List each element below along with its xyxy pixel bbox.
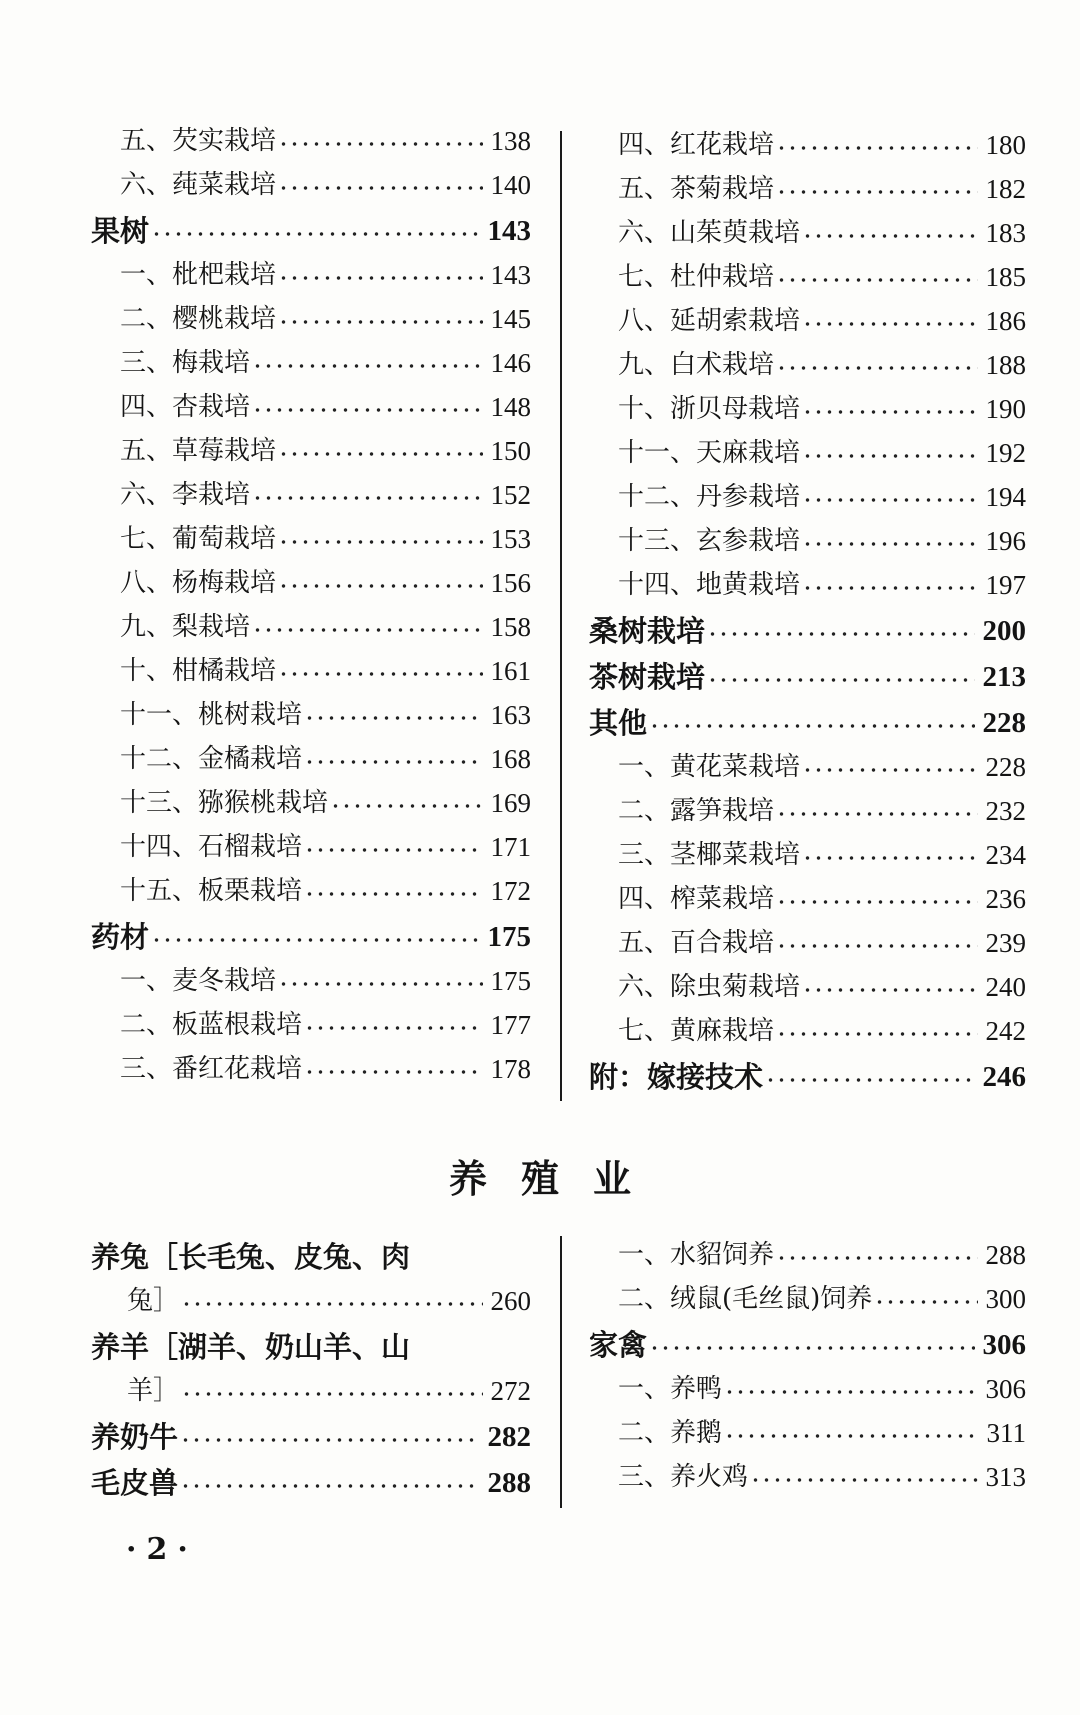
toc-entry <box>589 1226 1026 1270</box>
dot-leader <box>802 765 977 775</box>
dot-leader <box>304 1023 482 1033</box>
entry-page-number: 158 <box>490 612 531 642</box>
entry-page-number: 177 <box>490 1010 531 1040</box>
toc-entry <box>589 958 1026 1002</box>
dot-leader <box>802 583 977 593</box>
entry-page-number: 306 <box>985 1374 1026 1404</box>
toc-entry <box>91 466 531 510</box>
dot-leader <box>151 935 479 945</box>
entry-page-number: 196 <box>985 526 1026 556</box>
dot-leader <box>278 273 482 283</box>
toc-entry <box>589 782 1026 826</box>
column-divider-bottom <box>560 1236 562 1508</box>
entry-title: 五、芡实栽培 <box>120 126 277 156</box>
toc-entry <box>91 642 531 686</box>
entry-title: 药材 <box>91 920 150 954</box>
dot-leader <box>180 1435 479 1445</box>
toc-entry <box>91 156 531 200</box>
entry-title: 一、黄花菜栽培 <box>618 752 801 782</box>
dot-leader <box>776 897 977 907</box>
entry-title: 十四、石榴栽培 <box>120 832 303 862</box>
entry-title: 三、番红花栽培 <box>120 1054 303 1084</box>
entry-title: 附：嫁接技术 <box>589 1060 764 1094</box>
dot-leader <box>278 317 482 327</box>
dot-leader <box>776 941 977 951</box>
entry-page-number: 143 <box>487 215 531 247</box>
toc-heading-entry <box>91 1316 531 1362</box>
dot-leader <box>180 1481 479 1491</box>
dot-leader <box>802 231 977 241</box>
entry-page-number: 240 <box>985 972 1026 1002</box>
dot-leader <box>304 757 482 767</box>
entry-page-number: 311 <box>986 1418 1026 1448</box>
entry-title: 羊］ <box>127 1376 180 1406</box>
entry-title: 家禽 <box>589 1328 648 1362</box>
entry-title: 九、梨栽培 <box>120 612 251 642</box>
entry-page-number: 246 <box>982 1061 1026 1093</box>
entry-page-number: 288 <box>487 1467 531 1499</box>
dot-leader <box>776 187 977 197</box>
entry-page-number: 197 <box>985 570 1026 600</box>
entry-page-number: 272 <box>490 1376 531 1406</box>
entry-page-number: 156 <box>490 568 531 598</box>
entry-title: 果树 <box>91 214 150 248</box>
entry-page-number: 313 <box>985 1462 1026 1492</box>
entry-page-number: 161 <box>490 656 531 686</box>
toc-entry <box>589 738 1026 782</box>
toc-top-left-column <box>91 112 531 1084</box>
toc-entry <box>91 554 531 598</box>
entry-page-number: 180 <box>985 130 1026 160</box>
entry-title: 三、茎椰菜栽培 <box>618 840 801 870</box>
entry-page-number: 153 <box>490 524 531 554</box>
entry-title: 九、白术栽培 <box>618 350 775 380</box>
toc-entry <box>589 336 1026 380</box>
entry-page-number: 148 <box>490 392 531 422</box>
dot-leader <box>151 229 479 239</box>
toc-entry <box>91 334 531 378</box>
dot-leader <box>776 1253 977 1263</box>
toc-entry <box>91 1272 531 1316</box>
toc-bottom-left-column <box>91 1226 531 1498</box>
dot-leader <box>278 581 482 591</box>
toc-heading-entry <box>91 1226 531 1272</box>
entry-page-number: 163 <box>490 700 531 730</box>
entry-title: 十一、桃树栽培 <box>120 700 303 730</box>
entry-title: 七、葡萄栽培 <box>120 524 277 554</box>
toc-entry <box>589 870 1026 914</box>
toc-entry <box>91 774 531 818</box>
entry-title: 桑树栽培 <box>589 614 706 648</box>
dot-leader <box>181 1299 482 1309</box>
entry-title: 五、百合栽培 <box>618 928 775 958</box>
toc-entry <box>589 292 1026 336</box>
toc-entry <box>91 996 531 1040</box>
dot-leader <box>802 853 977 863</box>
entry-page-number: 306 <box>982 1329 1026 1361</box>
toc-entry <box>589 1270 1026 1314</box>
entry-page-number: 288 <box>985 1240 1026 1270</box>
toc-bottom-right-column <box>589 1226 1026 1492</box>
entry-title: 十二、金橘栽培 <box>120 744 303 774</box>
toc-entry <box>589 1360 1026 1404</box>
dot-leader <box>649 1343 974 1353</box>
toc-entry <box>91 422 531 466</box>
toc-entry <box>589 204 1026 248</box>
toc-entry <box>589 248 1026 292</box>
toc-entry <box>589 1404 1026 1448</box>
dot-leader <box>802 319 977 329</box>
entry-title: 四、榨菜栽培 <box>618 884 775 914</box>
entry-title: 十三、猕猴桃栽培 <box>120 788 329 818</box>
entry-page-number: 152 <box>490 480 531 510</box>
toc-entry <box>589 556 1026 600</box>
entry-page-number: 234 <box>985 840 1026 870</box>
entry-page-number: 175 <box>487 921 531 953</box>
entry-page-number: 186 <box>985 306 1026 336</box>
entry-page-number: 183 <box>985 218 1026 248</box>
entry-title: 四、杏栽培 <box>120 392 251 422</box>
dot-leader <box>252 625 482 635</box>
entry-title: 养奶牛 <box>91 1420 179 1454</box>
dot-leader <box>874 1297 977 1307</box>
toc-heading-entry <box>589 646 1026 692</box>
entry-title: 二、绒鼠(毛丝鼠)饲养 <box>618 1284 873 1314</box>
entry-page-number: 188 <box>985 350 1026 380</box>
dot-leader <box>724 1431 978 1441</box>
dot-leader <box>707 629 974 639</box>
entry-page-number: 172 <box>490 876 531 906</box>
entry-title: 毛皮兽 <box>91 1466 179 1500</box>
entry-page-number: 239 <box>985 928 1026 958</box>
entry-title: 养兔［长毛兔、皮兔、肉 <box>91 1240 411 1274</box>
toc-entry <box>589 160 1026 204</box>
dot-leader <box>304 845 482 855</box>
entry-page-number: 145 <box>490 304 531 334</box>
entry-page-number: 150 <box>490 436 531 466</box>
dot-leader <box>278 537 482 547</box>
entry-title: 十、柑橘栽培 <box>120 656 277 686</box>
entry-page-number: 182 <box>985 174 1026 204</box>
toc-entry <box>91 598 531 642</box>
entry-title: 一、枇杷栽培 <box>120 260 277 290</box>
entry-title: 十二、丹参栽培 <box>618 482 801 512</box>
entry-page-number: 143 <box>490 260 531 290</box>
toc-heading-entry <box>589 1046 1026 1092</box>
entry-page-number: 146 <box>490 348 531 378</box>
toc-entry <box>589 1002 1026 1046</box>
column-divider-top <box>560 131 562 1101</box>
entry-title: 八、杨梅栽培 <box>120 568 277 598</box>
toc-entry <box>589 512 1026 556</box>
entry-title: 七、杜仲栽培 <box>618 262 775 292</box>
entry-page-number: 236 <box>985 884 1026 914</box>
entry-title: 三、梅栽培 <box>120 348 251 378</box>
dot-leader <box>304 889 482 899</box>
entry-page-number: 171 <box>490 832 531 862</box>
dot-leader <box>776 1029 977 1039</box>
dot-leader <box>707 675 974 685</box>
dot-leader <box>278 669 482 679</box>
toc-entry <box>589 826 1026 870</box>
entry-title: 六、除虫菊栽培 <box>618 972 801 1002</box>
entry-title: 二、板蓝根栽培 <box>120 1010 303 1040</box>
toc-heading-entry <box>91 1406 531 1452</box>
dot-leader <box>412 1255 523 1265</box>
entry-title: 二、养鹅 <box>618 1418 723 1448</box>
entry-page-number: 192 <box>985 438 1026 468</box>
entry-title: 十三、玄参栽培 <box>618 526 801 556</box>
entry-page-number: 282 <box>487 1421 531 1453</box>
entry-page-number: 140 <box>490 170 531 200</box>
toc-entry <box>91 510 531 554</box>
toc-heading-entry <box>589 1314 1026 1360</box>
dot-leader <box>181 1389 482 1399</box>
entry-title: 二、露笋栽培 <box>618 796 775 826</box>
dot-leader <box>765 1075 974 1085</box>
entry-title: 十一、天麻栽培 <box>618 438 801 468</box>
entry-page-number: 242 <box>985 1016 1026 1046</box>
entry-title: 七、黄麻栽培 <box>618 1016 775 1046</box>
toc-entry <box>589 116 1026 160</box>
dot-leader <box>278 449 482 459</box>
toc-entry <box>91 112 531 156</box>
dot-leader <box>252 405 482 415</box>
entry-title: 五、茶菊栽培 <box>618 174 775 204</box>
dot-leader <box>252 493 482 503</box>
dot-leader <box>802 495 977 505</box>
entry-title: 养羊［湖羊、奶山羊、山 <box>91 1330 411 1364</box>
dot-leader <box>252 361 482 371</box>
dot-leader <box>776 275 977 285</box>
dot-leader <box>304 713 482 723</box>
toc-entry <box>91 818 531 862</box>
toc-entry <box>91 730 531 774</box>
dot-leader <box>649 721 974 731</box>
entry-title: 四、红花栽培 <box>618 130 775 160</box>
dot-leader <box>776 143 977 153</box>
entry-page-number: 169 <box>490 788 531 818</box>
dot-leader <box>412 1345 523 1355</box>
entry-page-number: 213 <box>982 661 1026 693</box>
entry-page-number: 300 <box>985 1284 1026 1314</box>
entry-page-number: 228 <box>982 707 1026 739</box>
dot-leader <box>776 363 977 373</box>
page-number: ·2· <box>126 1532 198 1567</box>
toc-heading-entry <box>589 692 1026 738</box>
dot-leader <box>330 801 482 811</box>
toc-entry <box>589 424 1026 468</box>
toc-entry <box>91 378 531 422</box>
entry-title: 一、水貂饲养 <box>618 1240 775 1270</box>
entry-title: 十五、板栗栽培 <box>120 876 303 906</box>
toc-entry <box>91 1040 531 1084</box>
entry-page-number: 200 <box>982 615 1026 647</box>
entry-title: 三、养火鸡 <box>618 1462 749 1492</box>
entry-page-number: 228 <box>985 752 1026 782</box>
entry-title: 一、麦冬栽培 <box>120 966 277 996</box>
toc-entry <box>91 290 531 334</box>
dot-leader <box>802 539 977 549</box>
entry-page-number: 260 <box>490 1286 531 1316</box>
section-title: 养殖业 <box>448 1156 665 1201</box>
dot-leader <box>304 1067 482 1077</box>
entry-title: 茶树栽培 <box>589 660 706 694</box>
entry-page-number: 194 <box>985 482 1026 512</box>
entry-title: 十、浙贝母栽培 <box>618 394 801 424</box>
toc-entry <box>91 686 531 730</box>
toc-entry <box>589 468 1026 512</box>
entry-title: 六、山茱萸栽培 <box>618 218 801 248</box>
entry-title: 六、李栽培 <box>120 480 251 510</box>
entry-title: 二、樱桃栽培 <box>120 304 277 334</box>
entry-title: 六、莼菜栽培 <box>120 170 277 200</box>
dot-leader <box>776 809 977 819</box>
dot-leader <box>750 1475 977 1485</box>
entry-page-number: 232 <box>985 796 1026 826</box>
toc-entry <box>91 1362 531 1406</box>
toc-entry <box>589 914 1026 958</box>
entry-title: 十四、地黄栽培 <box>618 570 801 600</box>
toc-entry <box>91 952 531 996</box>
toc-entry <box>589 1448 1026 1492</box>
dot-leader <box>802 407 977 417</box>
toc-entry <box>91 246 531 290</box>
entry-page-number: 190 <box>985 394 1026 424</box>
entry-page-number: 185 <box>985 262 1026 292</box>
entry-page-number: 178 <box>490 1054 531 1084</box>
entry-title: 兔］ <box>127 1286 180 1316</box>
entry-title: 一、养鸭 <box>618 1374 723 1404</box>
entry-title: 其他 <box>589 706 648 740</box>
dot-leader <box>278 979 482 989</box>
toc-heading-entry <box>91 200 531 246</box>
entry-page-number: 168 <box>490 744 531 774</box>
entry-page-number: 138 <box>490 126 531 156</box>
toc-top-right-column <box>589 116 1026 1092</box>
dot-leader <box>278 183 482 193</box>
dot-leader <box>802 451 977 461</box>
dot-leader <box>724 1387 977 1397</box>
dot-leader <box>802 985 977 995</box>
toc-heading-entry <box>589 600 1026 646</box>
toc-heading-entry <box>91 906 531 952</box>
toc-entry <box>91 862 531 906</box>
entry-page-number: 175 <box>490 966 531 996</box>
toc-heading-entry <box>91 1452 531 1498</box>
dot-leader <box>278 139 482 149</box>
toc-entry <box>589 380 1026 424</box>
entry-title: 八、延胡索栽培 <box>618 306 801 336</box>
entry-title: 五、草莓栽培 <box>120 436 277 466</box>
